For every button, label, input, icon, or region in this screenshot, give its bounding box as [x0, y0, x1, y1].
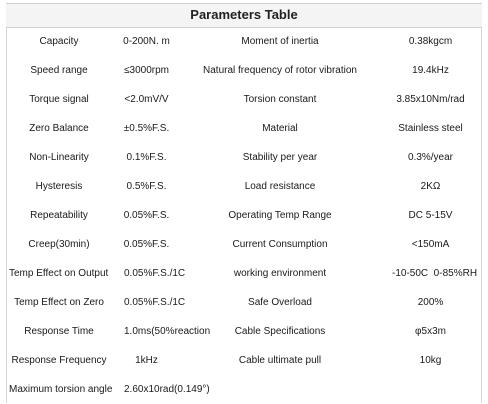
parameter-name: Response Frequency [11, 355, 107, 366]
parameter-name: Temp Effect on Zero [14, 297, 104, 308]
parameter-value: 2.60x10rad(0.149°) [124, 384, 210, 395]
parameter-value [378, 375, 483, 404]
table-row [7, 230, 483, 259]
parameter-value: 3.85x10Nm/rad [396, 94, 465, 105]
parameter-value: ≤3000rpm [124, 65, 169, 76]
table-row [7, 375, 483, 404]
parameter-value: <150mA [411, 239, 450, 250]
parameter-name: Capacity [39, 36, 79, 47]
parameter-name: Cable Specifications [234, 326, 326, 337]
parameter-name: Cable ultimate pull [238, 355, 322, 366]
table-row [7, 259, 483, 288]
parameter-value: DC 5-15V [408, 210, 453, 221]
parameter-value: φ5x3m [415, 326, 446, 337]
parameters-table [6, 27, 482, 403]
parameter-name: Moment of inertia [241, 36, 319, 47]
parameter-value: 1.0ms(50%reaction [124, 326, 211, 337]
parameter-value: 0.1%F.S. [126, 152, 167, 163]
parameter-value: 0.05%F.S./1C [124, 297, 186, 308]
table-title: Parameters Table [6, 3, 482, 28]
parameter-value: 0.5%F.S. [126, 181, 167, 192]
parameter-name: working environment [233, 268, 327, 279]
parameter-value: 0.38kgcm [408, 36, 453, 47]
parameter-name: Repeatability [30, 210, 88, 221]
table-row [7, 56, 483, 85]
parameter-name: Response Time [24, 326, 94, 337]
parameter-name: Operating Temp Range [228, 210, 332, 221]
parameter-value: 200% [417, 297, 444, 308]
parameter-name: Maximum torsion angle [9, 384, 113, 395]
table-row [7, 27, 483, 56]
parameter-value: 0.05%F.S./1C [124, 268, 186, 279]
parameter-value: <2.0mV/V [124, 94, 169, 105]
parameter-value: Stainless steel [398, 123, 463, 134]
parameter-value: ±0.5%F.S. [123, 123, 170, 134]
parameter-name: Speed range [30, 65, 88, 76]
parameter-value: 1kHz [135, 355, 158, 366]
table-row [7, 317, 483, 346]
parameter-name: Zero Balance [29, 123, 89, 134]
parameter-name: Current Consumption [232, 239, 328, 250]
table-row [7, 346, 483, 375]
parameter-name: Creep(30min) [28, 239, 90, 250]
parameter-value: -10-50C 0-85%RH [392, 268, 478, 279]
parameter-value: 10kg [419, 355, 442, 366]
parameter-value: 2KΩ [420, 181, 441, 192]
parameter-value: 19.4kHz [412, 65, 449, 76]
parameter-name: Torque signal [29, 94, 89, 105]
table-row [7, 85, 483, 114]
parameter-name: Torsion constant [243, 94, 317, 105]
parameter-value: 0.3%/year [407, 152, 454, 163]
table-row [7, 172, 483, 201]
parameter-value: 0-200N. m [123, 36, 170, 47]
parameter-name: Hysteresis [35, 181, 83, 192]
table-row [7, 288, 483, 317]
table-row [7, 201, 483, 230]
parameter-value: 0.05%F.S. [123, 239, 170, 250]
parameter-name: Material [262, 123, 298, 134]
parameter-name: Temp Effect on Output [9, 268, 109, 279]
parameter-name: Load resistance [244, 181, 316, 192]
parameter-name: Stability per year [242, 152, 318, 163]
parameter-name [182, 375, 378, 404]
parameter-name: Natural frequency of rotor vibration [203, 65, 357, 76]
parameter-name: Non-Linearity [29, 152, 89, 163]
table-row [7, 143, 483, 172]
parameter-name: Safe Overload [248, 297, 312, 308]
parameter-value: 0.05%F.S. [123, 210, 170, 221]
table-row [7, 114, 483, 143]
